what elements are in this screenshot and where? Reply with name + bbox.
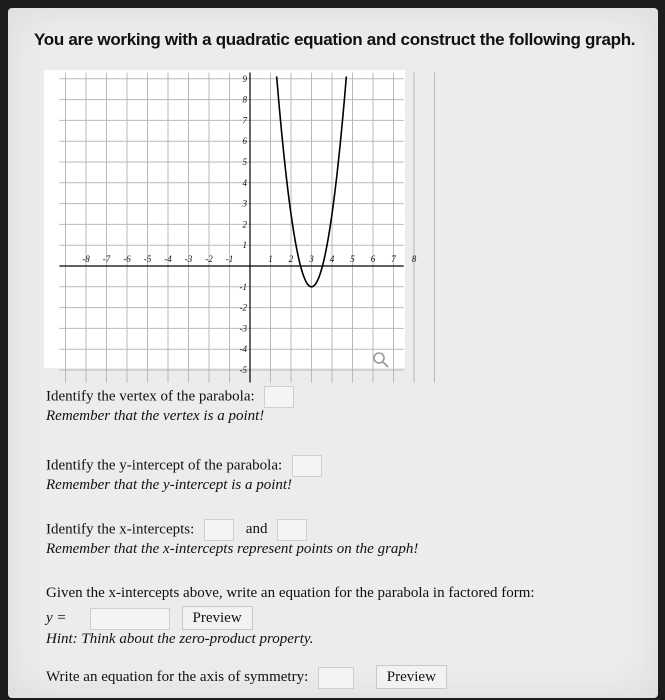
- x-tick-label: -1: [225, 254, 234, 264]
- factored-equation-input[interactable]: [90, 608, 170, 630]
- problem-header: You are working with a quadratic equation and construct the following graph.: [34, 30, 636, 49]
- y-tick-label: 5: [242, 157, 247, 167]
- factored-form-question: [46, 583, 535, 649]
- y-tick-label: 3: [242, 198, 247, 209]
- x-tick-label: 2: [288, 254, 294, 264]
- x-tick-label: 5: [350, 254, 355, 264]
- factored-hint: Hint: Think about the zero-product property.: [46, 631, 314, 647]
- factored-preview-button[interactable]: Preview: [182, 606, 253, 630]
- x-tick-label: -5: [143, 254, 152, 264]
- graph-svg: [44, 70, 417, 375]
- x-intercept-input-2[interactable]: [277, 519, 307, 541]
- x-tick-label: 8: [411, 254, 417, 264]
- x-tick-label: -6: [123, 254, 131, 264]
- magnifier-icon[interactable]: [372, 351, 390, 369]
- y-tick-label: -1: [239, 281, 247, 292]
- vertex-question: [46, 386, 294, 426]
- axis-prompt: Write an equation for the axis of symmetry:: [46, 669, 309, 685]
- x-tick-label: -2: [205, 254, 213, 264]
- y-tick-label: -3: [239, 323, 247, 334]
- y-tick-label: 9: [242, 73, 247, 84]
- y-tick-label: 7: [242, 115, 247, 126]
- y-intercept-question: [46, 455, 322, 495]
- x-tick-label: 4: [329, 254, 335, 264]
- parabola-graph: [44, 70, 417, 375]
- vertex-prompt: Identify the vertex of the parabola:: [46, 388, 255, 405]
- vertex-hint: Remember that the vertex is a point!: [46, 408, 265, 424]
- axis-input[interactable]: [318, 667, 354, 689]
- x-intercepts-hint: Remember that the x-intercepts represent points on the graph!: [46, 541, 419, 557]
- y-tick-label: 8: [242, 94, 247, 105]
- x-tick-label: 1: [268, 254, 273, 264]
- x-tick-label: 7: [391, 254, 396, 264]
- x-tick-label: 6: [370, 254, 376, 264]
- x-intercepts-question: [46, 519, 418, 559]
- x-tick-label: -7: [102, 254, 111, 264]
- x-intercepts-prompt: Identify the x-intercepts:: [46, 521, 195, 538]
- x-tick-label: 3: [309, 254, 314, 264]
- and-label: and: [245, 521, 268, 538]
- vertex-input[interactable]: [264, 386, 294, 408]
- y-intercept-hint: Remember that the y-intercept is a point!: [46, 477, 293, 493]
- y-equals-label: y =: [46, 610, 67, 626]
- x-tick-label: -4: [164, 254, 172, 264]
- x-intercept-input-1[interactable]: [204, 519, 234, 541]
- y-intercept-prompt: Identify the y-intercept of the parabola:: [46, 457, 283, 474]
- y-tick-label: 6: [242, 136, 247, 147]
- y-tick-label: -4: [239, 344, 247, 355]
- axis-question: [46, 665, 447, 685]
- x-tick-label: -3: [184, 254, 193, 264]
- factored-prompt: Given the x-intercepts above, write an equation for the parabola in factored form:: [46, 585, 535, 601]
- y-tick-label: 2: [242, 219, 247, 230]
- y-intercept-input[interactable]: [292, 455, 322, 477]
- x-tick-label: -8: [82, 254, 90, 264]
- page: [8, 8, 658, 698]
- axis-preview-button[interactable]: Preview: [376, 665, 447, 689]
- y-tick-label: -5: [239, 365, 247, 375]
- y-tick-label: 1: [242, 240, 247, 251]
- y-tick-label: 4: [242, 177, 247, 188]
- y-tick-label: -2: [239, 302, 247, 313]
